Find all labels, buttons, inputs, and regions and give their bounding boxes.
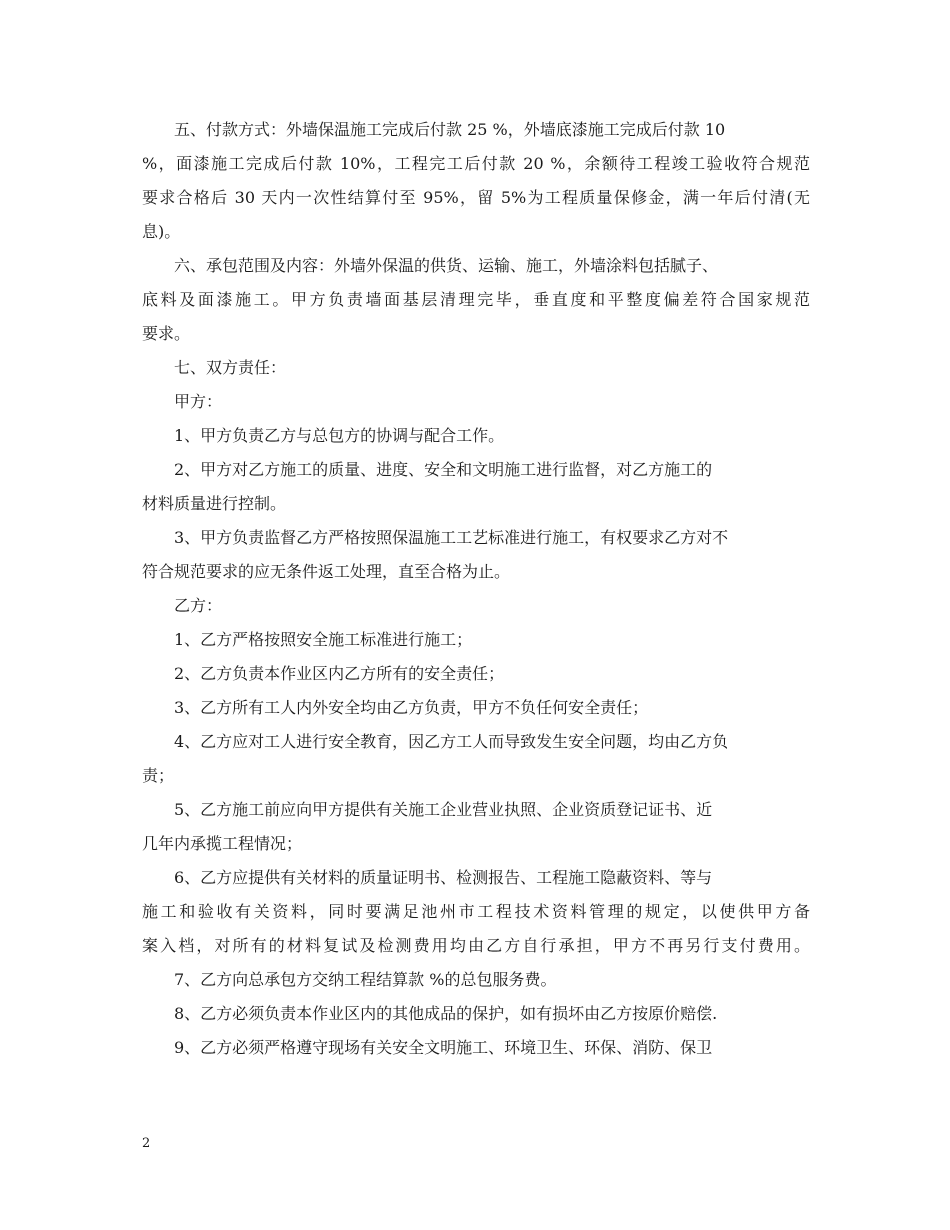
- list-item: 3、乙方所有工人内外安全均由乙方负责，甲方不负任何安全责任；: [174, 698, 649, 717]
- text-line: 符合规范要求的应无条件返工处理，直至合格为止。: [142, 562, 511, 581]
- text-line: 要求。: [142, 324, 191, 343]
- list-item: 2、乙方负责本作业区内乙方所有的安全责任；: [174, 664, 505, 683]
- list-item: 1、甲方负责乙方与总包方的协调与配合工作。: [174, 426, 505, 445]
- list-item: 8、乙方必须负责本作业区内的其他成品的保护，如有损坏由乙方按原价赔偿.: [174, 1004, 718, 1023]
- text-line: 息)。: [142, 222, 181, 241]
- page-number: 2: [142, 1136, 151, 1151]
- text-line: 施工和验收有关资料，同时要满足池州市工程技术资料管理的规定，以使供甲方备: [142, 902, 810, 921]
- text-line: 案入档，对所有的材料复试及检测费用均由乙方自行承担，甲方不再另行支付费用。: [142, 936, 810, 955]
- party-heading: 甲方：: [174, 392, 223, 411]
- list-item: 1、乙方严格按照安全施工标准进行施工；: [174, 630, 473, 649]
- list-item: 2、甲方对乙方施工的质量、进度、安全和文明施工进行监督，对乙方施工的: [174, 460, 713, 479]
- text-line: 材料质量进行控制。: [142, 494, 287, 513]
- text-line: %，面漆施工完成后付款 10%，工程完工后付款 20 %，余额待工程竣工验收符合规范: [142, 154, 810, 173]
- text-line: 六、承包范围及内容：外墙外保温的供货、运输、施工，外墙涂料包括腻子、: [174, 256, 719, 275]
- list-item: 6、乙方应提供有关材料的质量证明书、检测报告、工程施工隐蔽资料、等与: [174, 868, 713, 887]
- party-heading: 乙方：: [174, 596, 223, 615]
- text-line: 责；: [142, 766, 175, 785]
- list-item: 4、乙方应对工人进行安全教育，因乙方工人而导致发生安全问题，均由乙方负: [174, 732, 729, 751]
- text-line: 几年内承揽工程情况；: [142, 834, 303, 853]
- list-item: 5、乙方施工前应向甲方提供有关施工企业营业执照、企业资质登记证书、近: [174, 800, 713, 819]
- list-item: 3、甲方负责监督乙方严格按照保温施工工艺标准进行施工，有权要求乙方对不: [174, 528, 729, 547]
- text-line: 要求合格后 30 天内一次性结算付至 95%，留 5%为工程质量保修金，满一年后付清(无: [142, 188, 810, 207]
- text-line: 五、付款方式：外墙保温施工完成后付款 25 %，外墙底漆施工完成后付款 10: [174, 120, 726, 139]
- section-heading: 七、双方责任：: [174, 358, 287, 377]
- text-line: 底料及面漆施工。甲方负责墙面基层清理完毕，垂直度和平整度偏差符合国家规范: [142, 290, 810, 309]
- list-item: 9、乙方必须严格遵守现场有关安全文明施工、环境卫生、环保、消防、保卫: [174, 1038, 713, 1057]
- list-item: 7、乙方向总承包方交纳工程结算款 %的总包服务费。: [174, 970, 557, 989]
